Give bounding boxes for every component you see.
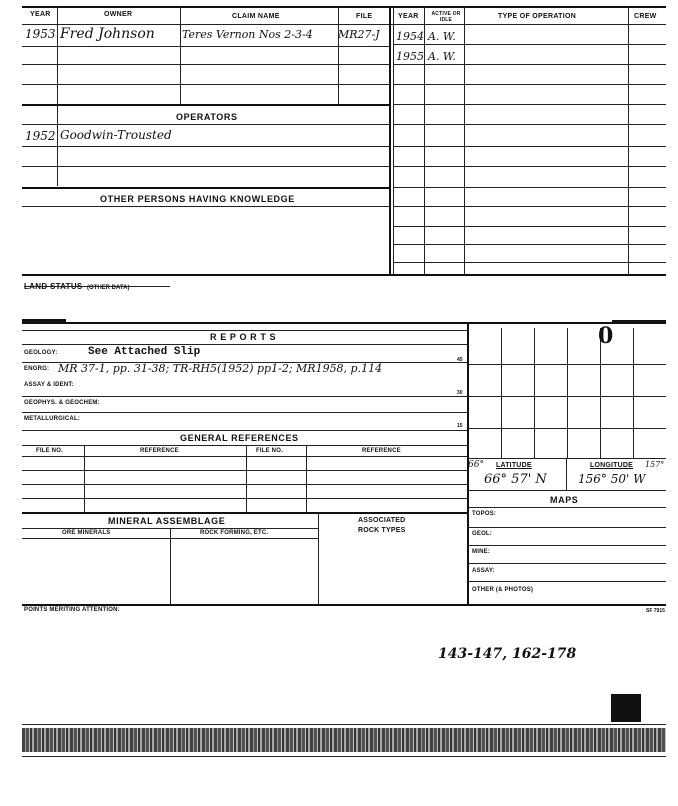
geophys-label: GEOPHYS. & GEOCHEM: xyxy=(24,400,100,406)
ref-header-reference-2: REFERENCE xyxy=(362,448,401,454)
latitude-value: 66° 57' N xyxy=(484,472,547,487)
header-type-of-operation: TYPE OF OPERATION xyxy=(498,13,577,20)
latitude-label: LATITUDE xyxy=(496,462,532,469)
operator-year: 1952 xyxy=(25,129,56,143)
scan-noise-band xyxy=(22,728,666,752)
activity-status-1: A. W. xyxy=(428,30,456,43)
engrg-value: MR 37-1, pp. 31-38; TR-RH5(1952) pp1-2; MR1958, p.114 xyxy=(58,362,383,375)
map-item-mine: MINE: xyxy=(472,549,490,555)
header-crew: CREW xyxy=(634,13,657,20)
scan-smudge-top-right xyxy=(612,320,666,324)
operator-name: Goodwin-Trousted xyxy=(60,128,172,142)
associated-label: ASSOCIATED xyxy=(358,517,406,524)
owner-name: Fred Johnson xyxy=(60,26,155,42)
longitude-label: LONGITUDE xyxy=(590,462,634,469)
map-item-topos: TOPOS: xyxy=(472,511,497,517)
assay-label: ASSAY & IDENT: xyxy=(24,382,74,388)
rock-forming-label: ROCK FORMING, ETC. xyxy=(200,530,269,536)
ref-header-reference-1: REFERENCE xyxy=(140,448,179,454)
ref-header-file-no-1: FILE NO. xyxy=(36,448,63,454)
header-year-2: YEAR xyxy=(398,13,419,20)
form-number: SF 7915 xyxy=(646,608,665,614)
latitude-corner: 66° xyxy=(468,460,484,470)
land-status xyxy=(24,276,129,294)
land-status-sub: (OTHER DATA) xyxy=(87,285,130,291)
header-owner: OWNER xyxy=(104,11,133,18)
geology-label: GEOLOGY: xyxy=(24,350,58,356)
longitude-value: 156° 50' W xyxy=(578,472,646,486)
activity-year-2: 1955 xyxy=(396,50,424,63)
margin-number-15: 15 xyxy=(457,423,463,429)
owner-year: 1953 xyxy=(25,27,56,41)
activity-status-2: A. W. xyxy=(428,50,456,63)
geology-value: See Attached Slip xyxy=(88,346,201,358)
land-status-label: LAND STATUS xyxy=(24,282,83,291)
longitude-corner: 157° xyxy=(645,460,665,469)
mineral-assemblage-title: MINERAL ASSEMBLAGE xyxy=(108,516,226,526)
other-persons-label: OTHER PERSONS HAVING KNOWLEDGE xyxy=(100,194,295,204)
activity-year-1: 1954 xyxy=(396,30,424,43)
claim-name-value: Teres Vernon Nos 2-3-4 xyxy=(182,28,313,41)
ref-header-file-no-2: FILE NO. xyxy=(256,448,283,454)
ore-minerals-label: ORE MINERALS xyxy=(62,530,111,536)
margin-number-30: 30 xyxy=(457,390,463,396)
reports-title: R E P O R T S xyxy=(210,332,277,342)
header-active-or-idle: ACTIVE OR IDLE xyxy=(431,11,461,23)
map-item-assay: ASSAY: xyxy=(472,568,495,574)
maps-title: MAPS xyxy=(550,495,579,505)
file-value: MR27-J xyxy=(338,28,380,41)
engrg-label: ENGRG: xyxy=(24,366,50,372)
grid-mark: 0 xyxy=(598,323,614,349)
black-square-mark xyxy=(611,694,641,722)
general-references-title: GENERAL REFERENCES xyxy=(180,433,299,443)
margin-number-45: 45 xyxy=(457,357,463,363)
header-claim-name: CLAIM NAME xyxy=(232,13,280,20)
header-file: FILE xyxy=(356,13,373,20)
rock-types-label: ROCK TYPES xyxy=(358,527,406,534)
points-meriting-attention-label: POINTS MERITING ATTENTION: xyxy=(24,607,120,613)
operators-label: OPERATORS xyxy=(176,112,238,122)
map-item-other: OTHER (& PHOTOS) xyxy=(472,587,534,593)
map-item-geol: GEOL: xyxy=(472,531,492,537)
metallurgical-label: METALLURGICAL: xyxy=(24,416,81,422)
bottom-handwritten-note: 143-147, 162-178 xyxy=(438,646,577,662)
header-year: YEAR xyxy=(30,11,51,18)
